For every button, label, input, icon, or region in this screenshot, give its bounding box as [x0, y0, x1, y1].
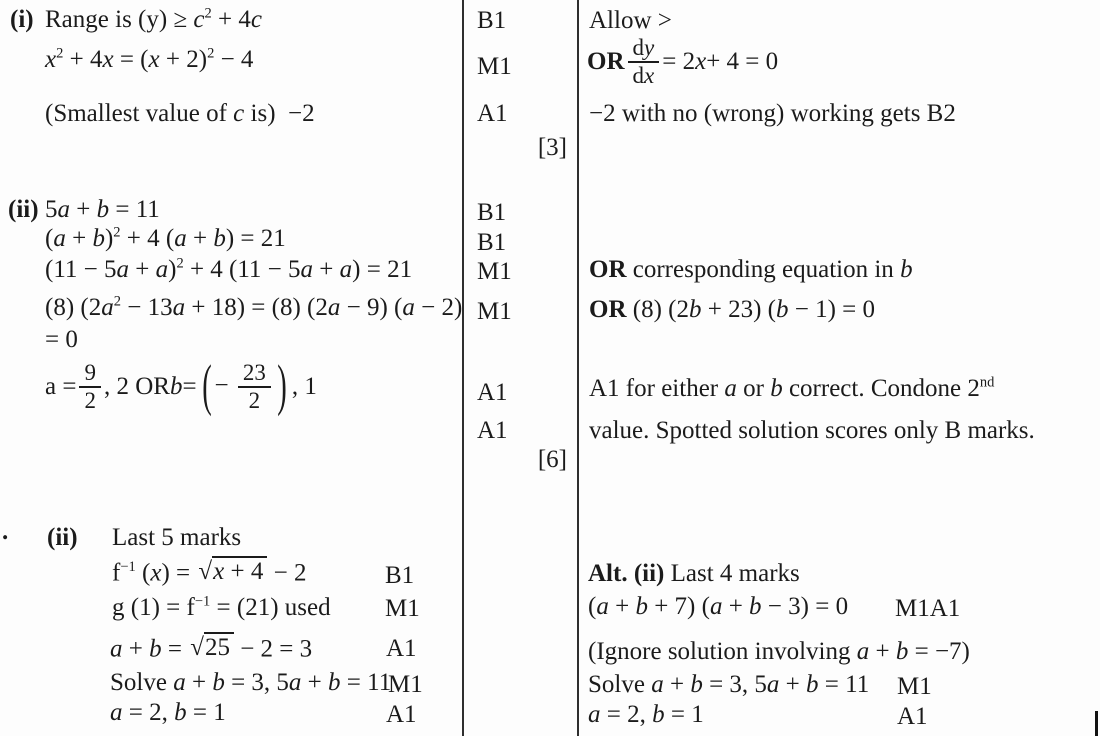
- list-dot: .: [2, 518, 9, 545]
- mark-label: M1A1: [895, 595, 961, 622]
- note-line: Allow >: [589, 7, 672, 34]
- section-heading: Last 5 marks: [112, 524, 242, 551]
- note-line: A1 for either a or b correct. Condone 2nd: [589, 374, 995, 402]
- part-label-ii: (ii): [8, 196, 39, 223]
- working-line: 5a + b = 11: [45, 196, 160, 223]
- working-line: a = $\frac{9}{2}$ , 2 OR b = ( − $\frac{23}{2}$ ) , 1: [45, 354, 317, 418]
- alt-note-line: a = 2, b = 1: [588, 701, 704, 728]
- column-divider-right: [577, 0, 579, 736]
- mark-label: A1: [897, 703, 928, 730]
- note-line: value. Spotted solution scores only B marks.: [589, 417, 1035, 444]
- working-line: = 0: [45, 326, 78, 353]
- working-line: (Smallest value of c is) −2: [45, 100, 315, 127]
- working-line: a + b = √ 25 − 2 = 3: [110, 634, 313, 663]
- note-line: OR (8) (2b + 23) (b − 1) = 0: [589, 296, 876, 323]
- mark-label: B1: [477, 7, 507, 34]
- mark-label: M1: [388, 671, 423, 698]
- mark-label: A1: [386, 635, 417, 662]
- mark-label: M1: [477, 258, 512, 285]
- mark-label: B1: [385, 562, 415, 589]
- alt-note-line: (a + b + 7) (a + b − 3) = 0: [588, 593, 849, 620]
- working-line: Solve a + b = 3, 5a + b = 11: [110, 669, 392, 696]
- note-line: −2 with no (wrong) working gets B2: [589, 100, 956, 127]
- mark-label: A1: [477, 100, 508, 127]
- mark-label: A1: [477, 417, 508, 444]
- part-label-ii-bottom: (ii): [47, 524, 78, 551]
- mark-label: B1: [477, 199, 507, 226]
- working-line: (8) $(2a^2 - 13a + 18) = (8) (2a - 9) (a - 2)$: [45, 293, 463, 321]
- mark-label: M1: [477, 53, 512, 80]
- mark-label: M1: [897, 673, 932, 700]
- mark-label: M1: [385, 595, 420, 622]
- mark-label: A1: [477, 379, 508, 406]
- part-label-i: (i): [10, 6, 34, 33]
- working-line: Range is $(y) \ge c^2 + 4c$: [45, 5, 262, 33]
- note-line: OR corresponding equation in b: [589, 256, 913, 283]
- alt-note-line: (Ignore solution involving a + b = −7): [588, 638, 970, 665]
- working-line: $(11 - 5a + a)^2 + 4$ (11 − 5a + a) = 21: [45, 255, 413, 283]
- mark-label: A1: [386, 701, 417, 728]
- text-cursor-mark: [1095, 711, 1098, 736]
- working-line: g $(1) = f^{-1} = (21)$ used: [112, 593, 331, 621]
- working-line: $f^{-1}$ (x) = √ x + 4 − 2: [112, 558, 307, 587]
- column-divider-left: [462, 0, 464, 736]
- alt-note-line: Alt. (ii) Last 4 marks: [588, 560, 800, 587]
- working-line: $x^2 + 4x = (x + 2)^2 - 4$: [45, 45, 254, 73]
- working-line: $(a + b)^2 + 4$ (a + b) = 21: [45, 224, 286, 252]
- marks-total: [6]: [537, 446, 567, 473]
- mark-label: M1: [477, 298, 512, 325]
- note-line: OR $\frac{dy}{dx}$ = 2 x + 4 = 0: [587, 34, 779, 88]
- alt-note-line: Solve a + b = 3, 5a + b = 11: [588, 671, 870, 698]
- mark-label: B1: [477, 229, 507, 256]
- marks-total: [3]: [537, 134, 567, 161]
- working-line: a = 2, b = 1: [110, 699, 226, 726]
